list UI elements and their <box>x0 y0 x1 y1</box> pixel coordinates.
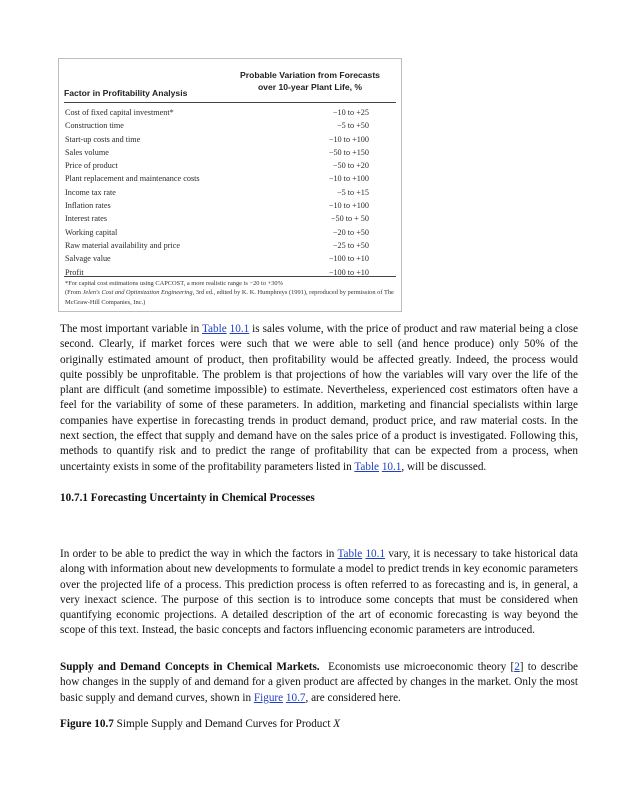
table-cell-factor: Salvage value <box>65 254 111 264</box>
run-in-heading: Supply and Demand Concepts in Chemical Markets. <box>60 661 320 673</box>
table-cell-factor: Interest rates <box>65 214 108 224</box>
table-footnote: *For capital cost estimations using CAPCOST, a more realistic range is −20 to +30% (From Jelen's Cost and Optimization Engineering, 3rd ed., edited by K. K. Humphreys (1991), reproduced by permission of The McGraw-Hill Companies, Inc.) <box>65 279 395 307</box>
table-cell-range: −25 to +50 <box>332 240 369 250</box>
table-cell-range: −10 to +25 <box>332 108 369 117</box>
table-cell-range: −10 to +100 <box>328 134 369 144</box>
table-cell-range: −5 to +50 <box>337 121 369 131</box>
table-source: (From Jelen's Cost and Optimization Engineering, 3rd ed., edited by K. K. Humphreys (1991), reproduced by permission of The McGraw-Hill Companies, Inc.) <box>65 289 394 306</box>
table-cell-factor: Cost of fixed capital investment* <box>65 108 174 117</box>
table-row <box>64 199 396 212</box>
link-table-number[interactable]: 10.1 <box>365 548 386 560</box>
table-cell-range: −20 to +50 <box>332 227 369 237</box>
table-cell-factor: Price of product <box>65 161 118 171</box>
paragraph-2: In order to be able to predict the way in which the factors in Table 10.1 vary, it is necessary to take historical data along with information about new developments to formulate a model to predict trends in key economic parameters over the projected life of a process. This prediction process is often referred to as forecasting and is, in general, a very inexact science. The purpose of this section is to introduce some concepts that must be considered when quantifying economic projections. A detailed description of the art of economic forecasting is way beyond the scope of this text. Instead, the basic concepts and factors influencing economic parameters are introduced. <box>60 548 578 637</box>
link-table-number[interactable]: 10.1 <box>381 460 402 473</box>
table-row <box>64 119 396 132</box>
table-cell-range: −50 to +150 <box>328 147 369 157</box>
table-row <box>64 212 396 225</box>
link-table[interactable]: Table <box>201 323 227 335</box>
table-row <box>64 186 396 199</box>
table-cell-factor: Working capital <box>65 227 118 237</box>
table-cell-range: −100 to +10 <box>328 267 369 277</box>
table-cell-factor: Sales volume <box>65 147 109 157</box>
table-row <box>64 252 396 265</box>
table-cell-factor: Inflation rates <box>65 201 111 211</box>
paragraph-3: Supply and Demand Concepts in Chemical Markets. Economists use microeconomic theory [2] to describe how changes in the supply of and demand for a given product are affected by changes in the market. Only the most basic supply and demand curves, shown in Figure 10.7, are considered here. <box>60 661 579 704</box>
column-header-variation: Probable Variation from Forecasts over 10-year Plant Life, % <box>240 70 380 92</box>
table-cell-factor: Raw material availability and price <box>65 240 181 250</box>
table-header <box>64 68 396 103</box>
section-heading: 10.7.1 Forecasting Uncertainty in Chemical Processes <box>60 492 315 504</box>
table-cell-range: −50 to + 50 <box>330 214 369 224</box>
table-row <box>64 106 396 119</box>
table-row <box>64 172 396 185</box>
link-table-number[interactable]: 10.1 <box>229 323 250 335</box>
link-figure-number[interactable]: 10.7 <box>285 691 306 704</box>
link-table[interactable]: Table <box>337 548 363 560</box>
table-row <box>64 133 396 146</box>
table-cell-range: −50 to +20 <box>332 161 369 171</box>
paragraph-1: The most important variable in Table 10.1 is sales volume, with the price of product and raw material being a close second. Clearly, if market forces were such that we were able to sell (and hence produce) only 50% of the originally estimated amount of product, then profitability would be affected greatly. Indeed, the process would quite possibly be unprofitable. The problem is that projections of how the variables will vary over the life of the plant are difficult (and sometime impossible) to estimate. Nevertheless, experienced cost estimators often have a feel for the variability of some of these parameters. In addition, marketing and financial specialists within large companies have expertise in forecasting trends in product demand, product price, and raw material costs. In the next section, the effect that supply and demand have on the sales price of a product is investigated. Following this, methods to quantify risk and to predict the range of profitability that can be expected from a process, when uncertainty exists in some of the profitability parameters listed in Table 10.1, will be discussed. <box>60 323 579 473</box>
table-row <box>64 146 396 159</box>
table-cell-factor: Construction time <box>65 121 124 131</box>
table-cell-range: −10 to +100 <box>328 174 369 184</box>
link-figure[interactable]: Figure <box>253 691 284 704</box>
link-reference[interactable]: 2 <box>514 661 520 673</box>
table-cell-factor: Start-up costs and time <box>65 134 141 144</box>
table-row <box>64 226 396 239</box>
table-cell-range: −10 to +100 <box>328 201 369 211</box>
table-cell-range: −100 to +10 <box>328 254 369 264</box>
table-row <box>64 239 396 252</box>
table-10-1 <box>58 58 402 312</box>
table-body <box>64 106 396 279</box>
link-table[interactable]: Table <box>354 460 380 473</box>
column-header-factor: Factor in Profitability Analysis <box>64 88 188 98</box>
table-cell-range: −5 to +15 <box>337 187 369 197</box>
table-cell-factor: Plant replacement and maintenance costs <box>65 174 200 184</box>
table-row <box>64 159 396 172</box>
table-cell-factor: Income tax rate <box>65 187 116 197</box>
table-cell-factor: Profit <box>65 267 84 277</box>
figure-caption: Figure 10.7 Simple Supply and Demand Curves for Product X <box>60 718 341 730</box>
